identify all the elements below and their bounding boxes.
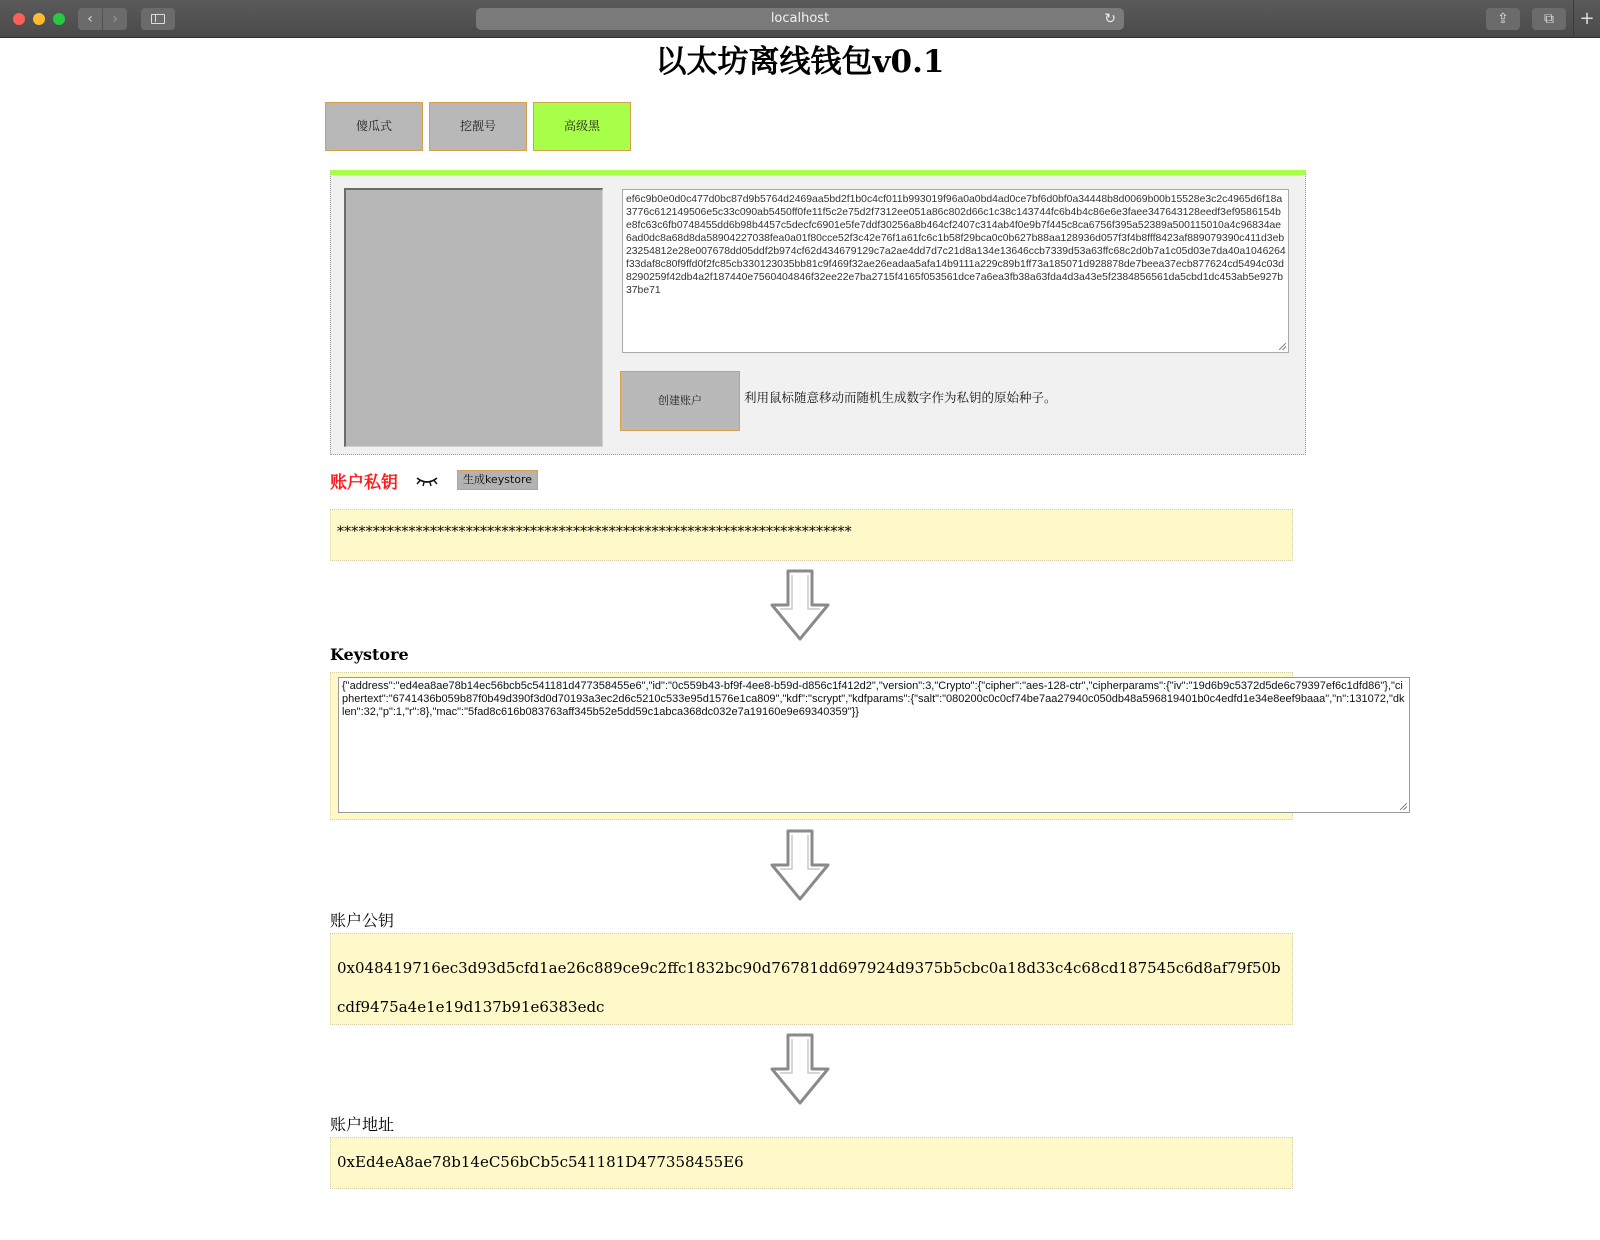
- tab-advanced[interactable]: 高级黑: [533, 102, 631, 151]
- browser-toolbar: [0, 0, 1600, 38]
- keystore-label: Keystore: [330, 645, 409, 664]
- tabs-overview-icon[interactable]: ⧉: [1532, 8, 1566, 30]
- address-bar[interactable]: [476, 8, 1124, 30]
- url-text: localhost: [770, 11, 830, 26]
- seed-textarea[interactable]: [622, 189, 1289, 353]
- resize-handle-icon[interactable]: [1279, 343, 1286, 350]
- zoom-window-button[interactable]: [53, 13, 65, 25]
- down-arrow-icon: [768, 829, 832, 901]
- seed-text: ef6c9b0e0d0c477d0bc87d9b5764d2469aa5bd2f1b0c4cf011b993019f96a0a0bd4ad0ce7bf6d0bf0a34448b8d0069b00b15528e3c2c4965d6f18a3776c612149506e5c33c090ab5450ff0fe11f5c2e75d2f7312ee051a86c802d66c1c38c143744fc6b4b4c86e6e3faee347643128eedf3ef9586154be8fc63c6fb0748455dd6b98b4457c5decfc6901e5fe7ddf30256a8b464cf2407c314ab4f0e9b7f445c8ca6756f395a52389a500115010a4c96834ae6ad0dc8a68d8da58904227038fea0a01f80cce52f3c42e76f1a61fc6c1b58f29bca0c0b627b88aa128936d057f3f4b8fff8423af889079390c411d3eb23254812e28e007678dd05ddf2b974cf62d434679129c7a2ae4dd7d7c21d8a134e13646ccb7339d53a63ffc68c2d0b7a1c05d03e7da40a1046264f33daf8c80f9ffd0f2fc85cb330123035bb81c9f469f32ae26eadaa5afa14b9111a229c89b1ff73a185071d928878de7beea37ecb877624cd5494c03d8290259f42db4a2f187440e7560404846f32ee22e7ba2715f4165f053561dce7a6ea3fb38a63fda4d3a43e5f2384856561da5cbd1dc453ab5e927b37be71: [626, 194, 1286, 296]
- page-title: 以太坊离线钱包v0.1: [655, 44, 945, 80]
- back-icon[interactable]: ‹: [78, 8, 102, 30]
- resize-handle-icon[interactable]: [1400, 803, 1407, 810]
- forward-icon[interactable]: ›: [103, 8, 127, 30]
- tab-simple[interactable]: 傻瓜式: [325, 102, 423, 151]
- public-key-label: 账户公钥: [330, 911, 395, 930]
- address-label: 账户地址: [330, 1115, 395, 1134]
- public-key-value: 0x048419716ec3d93d5cfd1ae26c889ce9c2ffc1832bc90d76781dd697924d9375b5cbc0a18d33c4c68cd187545c6d8af79f50bcdf9475a4e1e19d137b91e6383edc: [337, 959, 1281, 1016]
- create-account-note: 利用鼠标随意移动而随机生成数字作为私钥的原始种子。: [744, 390, 1057, 405]
- new-tab-icon[interactable]: +: [1573, 0, 1600, 37]
- generate-keystore-button[interactable]: 生成keystore: [457, 470, 538, 490]
- mouse-entropy-area[interactable]: [344, 188, 603, 447]
- eye-closed-icon[interactable]: [415, 474, 439, 488]
- address-box: [330, 1137, 1293, 1189]
- create-account-button[interactable]: 创建账户: [620, 371, 740, 431]
- sidebar-toggle-icon[interactable]: [141, 8, 175, 30]
- keystore-textarea[interactable]: [338, 677, 1410, 813]
- private-key-label: 账户私钥: [330, 473, 398, 493]
- reload-icon[interactable]: ↻: [1104, 11, 1116, 27]
- share-icon[interactable]: ⇪: [1486, 8, 1520, 30]
- address-value: 0xEd4eA8ae78b14eC56bCb5c541181D477358455E6: [337, 1153, 744, 1171]
- close-window-button[interactable]: [13, 13, 25, 25]
- private-key-box: [330, 509, 1293, 561]
- down-arrow-icon: [768, 569, 832, 641]
- minimize-window-button[interactable]: [33, 13, 45, 25]
- public-key-box: [330, 933, 1293, 1025]
- generator-panel: [330, 170, 1306, 455]
- keystore-text: {"address":"ed4ea8ae78b14ec56bcb5c541181d477358455e6","id":"0c559b43-bf9f-4ee8-b59d-d856c1f412d2","version":3,"Crypto":{"cipher":"aes-128-ctr","cipherparams":{"iv":"19d6b9c5372d5de6c79397ef6c1dfd86"},"ciphertext":"6741436b059b87f0b49d390f3d0d70193a3ec2d6c5210c533e95d1576e1ca809","kdf":"scrypt","kdfparams":{"salt":"080200c0c0cf74be7aa27940c050db48a596819401b0c4edfd1e34e8eef9baaa","n":131072,"dklen":32,"p":1,"r":8},"mac":"5fad8c616b083763aff345b52e5dd59c1abca368dc032e7a19160e9e69340359"}}: [342, 680, 1405, 718]
- down-arrow-icon: [768, 1033, 832, 1105]
- private-key-value: ************************************************************************: [337, 524, 852, 540]
- tab-vanity[interactable]: 挖靓号: [429, 102, 527, 151]
